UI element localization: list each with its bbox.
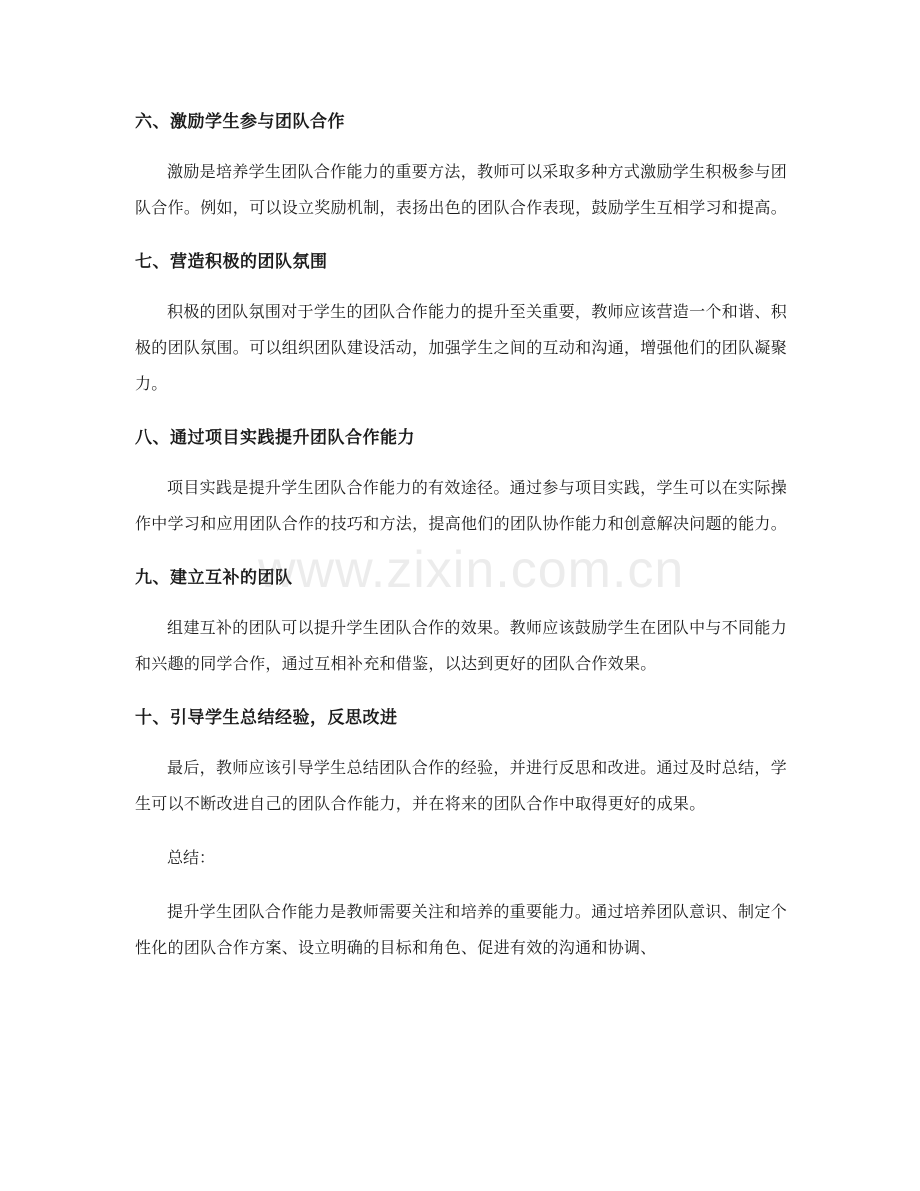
section-heading: 十、引导学生总结经验，反思改进 bbox=[135, 708, 398, 728]
watermark-text: www.zixin.com.cn bbox=[258, 541, 685, 599]
section-paragraph: 激励是培养学生团队合作能力的重要方法，教师可以采取多种方式激励学生积极参与团队合作。例如，可以设立奖励机制，表扬出色的团队合作表现，鼓励学生互相学习和提高。 bbox=[135, 162, 788, 217]
section-10 bbox=[135, 700, 787, 822]
section-7 bbox=[135, 244, 787, 402]
section-8 bbox=[135, 420, 787, 542]
section-paragraph: 最后，教师应该引导学生总结团队合作的经验，并进行反思和改进。通过及时总结，学生可以不断改进自己的团队合作能力，并在将来的团队合作中取得更好的成果。 bbox=[135, 758, 787, 813]
section-9 bbox=[135, 560, 787, 682]
section-heading: 八、通过项目实践提升团队合作能力 bbox=[135, 428, 415, 448]
section-paragraph: 组建互补的团队可以提升学生团队合作的效果。教师应该鼓励学生在团队中与不同能力和兴趣的同学合作，通过互相补充和借鉴，以达到更好的团队合作效果。 bbox=[135, 618, 787, 673]
summary-section bbox=[135, 840, 787, 966]
section-heading: 七、营造积极的团队氛围 bbox=[135, 252, 328, 272]
section-heading: 九、建立互补的团队 bbox=[135, 568, 293, 588]
section-paragraph: 积极的团队氛围对于学生的团队合作能力的提升至关重要，教师应该营造一个和谐、积极的团队氛围。可以组织团队建设活动，加强学生之间的互动和沟通，增强他们的团队凝聚力。 bbox=[135, 302, 788, 393]
document-content bbox=[135, 104, 787, 984]
section-paragraph: 项目实践是提升学生团队合作能力的有效途径。通过参与项目实践，学生可以在实际操作中学习和应用团队合作的技巧和方法，提高他们的团队协作能力和创意解决问题的能力。 bbox=[135, 478, 788, 533]
summary-label: 总结： bbox=[167, 848, 216, 867]
summary-paragraph: 提升学生团队合作能力是教师需要关注和培养的重要能力。通过培养团队意识、制定个性化的团队合作方案、设立明确的目标和角色、促进有效的沟通和协调、 bbox=[135, 902, 787, 957]
section-heading: 六、激励学生参与团队合作 bbox=[135, 112, 345, 132]
section-6 bbox=[135, 104, 787, 226]
